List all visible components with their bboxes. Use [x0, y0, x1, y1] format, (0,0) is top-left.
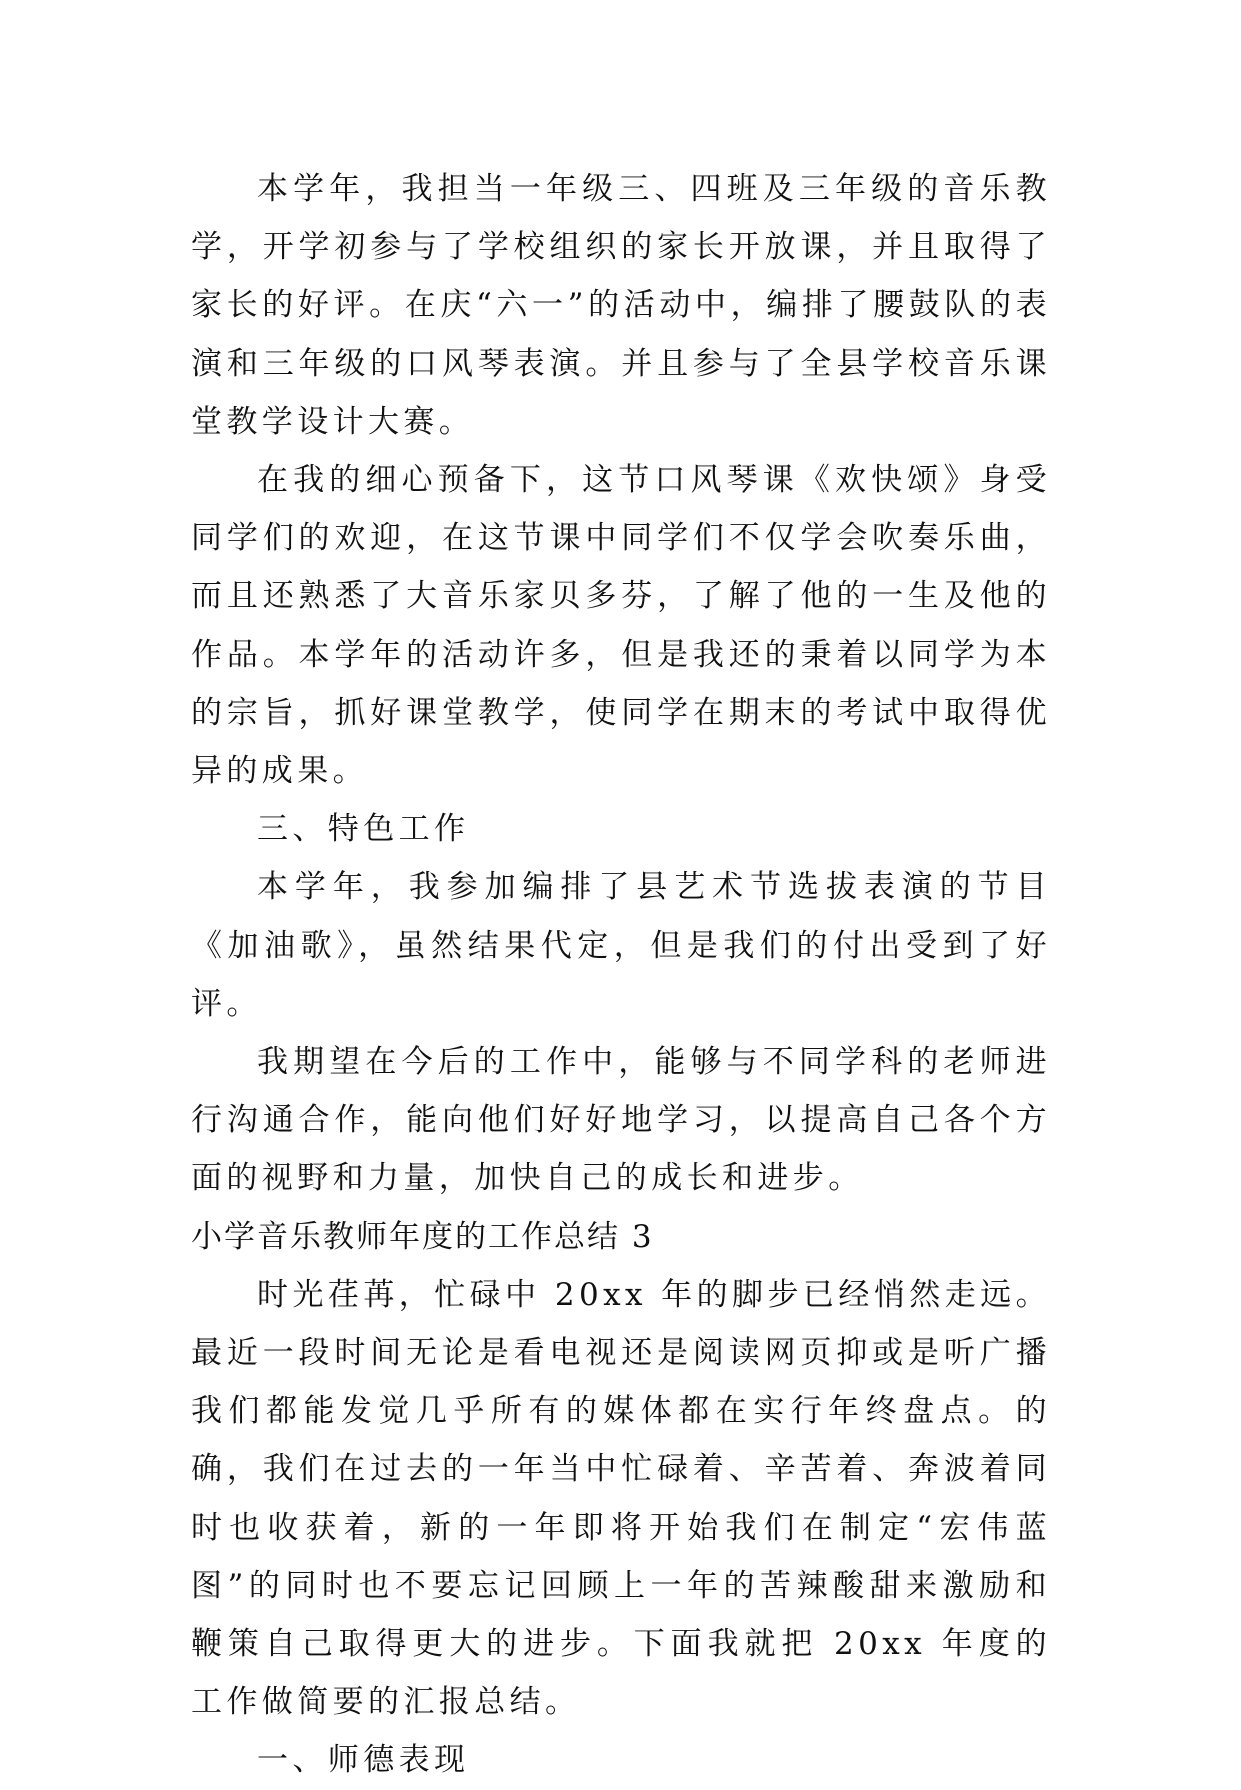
section-title: 小学音乐教师年度的工作总结 3 — [191, 1218, 654, 1255]
paragraph-future-hopes: 我期望在今后的工作中，能够与不同学科的老师进行沟通合作，能向他们好好地学习，以提高自己各个方面的视野和力量，加快自己的成长和进步。 — [191, 1044, 1051, 1197]
paragraph-art-festival: 本学年，我参加编排了县艺术节选拔表演的节目《加油歌》，虽然结果代定，但是我们的付出受到了好评。 — [191, 869, 1051, 1022]
heading-special-work: 三、特色工作 — [257, 811, 470, 848]
heading-teacher-ethics: 一、师德表现 — [257, 1742, 470, 1779]
paragraph-duties: 本学年，我担当一年级三、四班及三年级的音乐教学，开学初参与了学校组织的家长开放课，并且取得了家长的好评。在庆“六一”的活动中，编排了腰鼓队的表演和三年级的口风琴表演。并且参与了全县学校音乐课堂教学设计大赛。 — [191, 171, 1051, 440]
paragraph-year-review: 时光荏苒，忙碌中 20xx 年的脚步已经悄然走远。最近一段时间无论是看电视还是阅读网页抑或是听广播我们都能发觉几乎所有的媒体都在实行年终盘点。的确，我们在过去的一年当中忙碌着、辛苦着、奔波着同时也收获着，新的一年即将开始我们在制定“宏伟蓝图”的同时也不要忘记回顾上一年的苦辣酸甜来激励和鞭策自己取得更大的进步。下面我就把 20xx 年度的工作做简要的汇报总结。 — [191, 1276, 1051, 1721]
document-body — [191, 160, 1051, 1790]
paragraph-harmonica-lesson: 在我的细心预备下，这节口风琴课《欢快颂》身受同学们的欢迎，在这节课中同学们不仅学会吹奏乐曲，而且还熟悉了大音乐家贝多芬，了解了他的一生及他的作品。本学年的活动许多，但是我还的秉着以同学为本的宗旨，抓好课堂教学，使同学在期末的考试中取得优异的成果。 — [191, 462, 1051, 790]
